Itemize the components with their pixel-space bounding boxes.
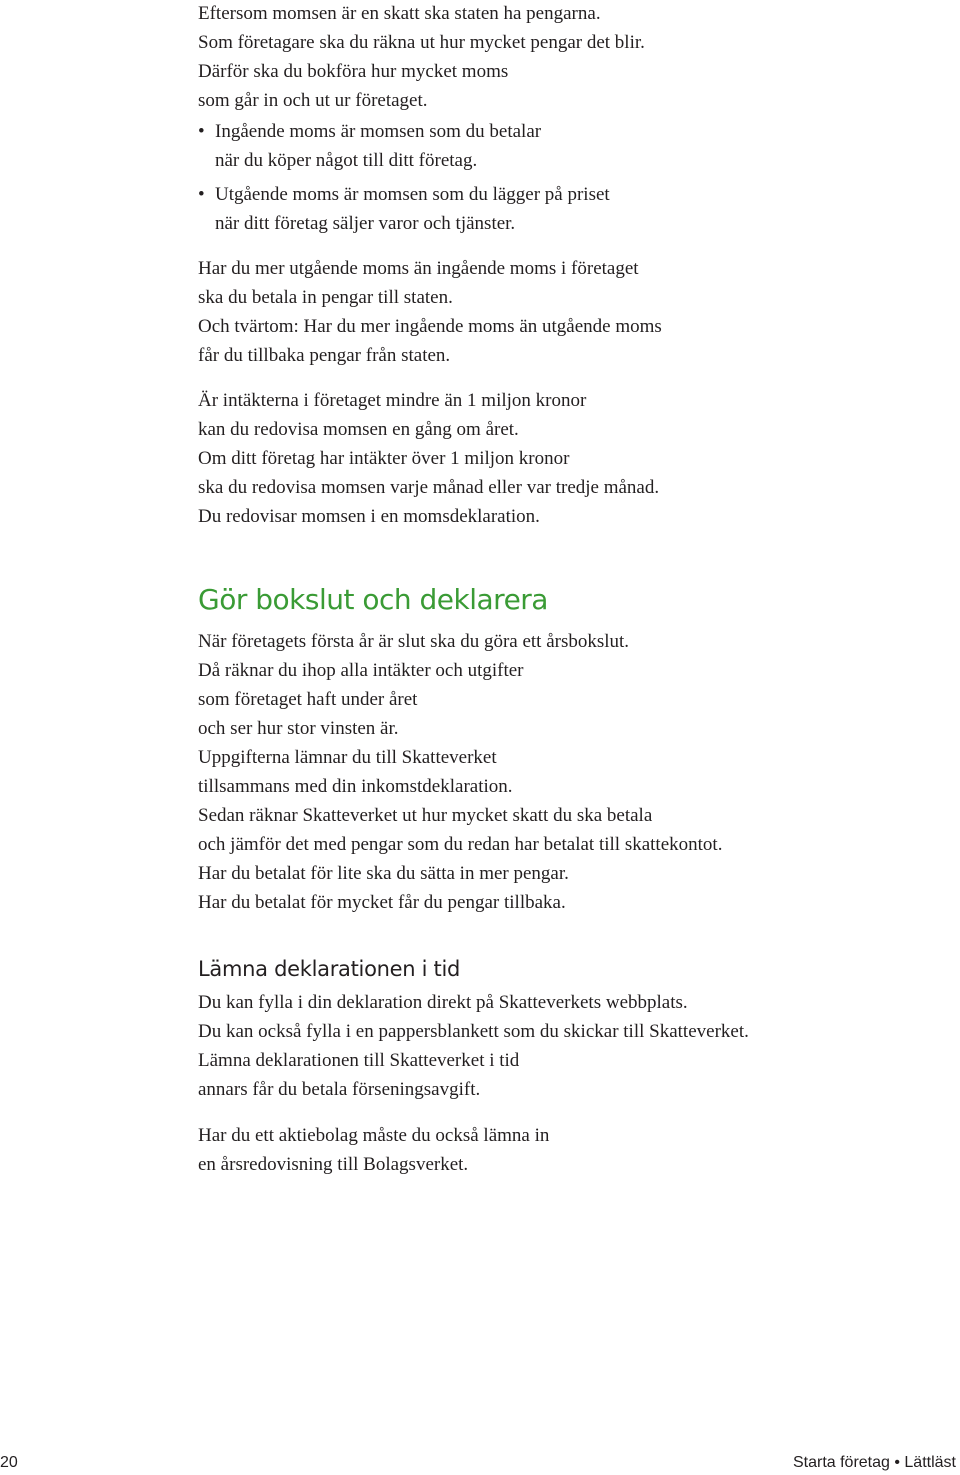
paragraph-line: och ser hur stor vinsten är.	[198, 718, 399, 739]
bullet-icon: •	[198, 184, 205, 205]
bullet-line: när du köper något till ditt företag.	[215, 150, 478, 171]
paragraph-line: Du redovisar momsen i en momsdeklaration.	[198, 506, 540, 527]
paragraph-line: tillsammans med din inkomstdeklaration.	[198, 776, 513, 797]
paragraph-line: Uppgifterna lämnar du till Skatteverket	[198, 747, 497, 768]
bullet-line: Utgående moms är momsen som du lägger på priset	[215, 184, 610, 205]
intro-line: Som företagare ska du räkna ut hur mycket pengar det blir.	[198, 32, 645, 53]
footer-title: Starta företag • Lättläst	[792, 1454, 956, 1471]
paragraph-line: När företagets första år är slut ska du göra ett årsbokslut.	[198, 631, 630, 652]
intro-line: Därför ska du bokföra hur mycket moms	[198, 61, 509, 82]
paragraph-line: Då räknar du ihop alla intäkter och utgifter	[198, 660, 524, 681]
paragraph-line: Om ditt företag har intäkter över 1 miljon kronor	[198, 448, 570, 469]
paragraph-line: Har du mer utgående moms än ingående moms i företaget	[198, 258, 639, 279]
paragraph-line: Och tvärtom: Har du mer ingående moms än utgående moms	[198, 316, 662, 337]
paragraph-line: Du kan också fylla i en pappersblankett som du skickar till Skatteverket.	[198, 1021, 749, 1042]
intro-line: som går in och ut ur företaget.	[198, 90, 428, 111]
bullet-line: när ditt företag säljer varor och tjänster.	[215, 213, 516, 234]
paragraph-line: Sedan räknar Skatteverket ut hur mycket skatt du ska betala	[198, 805, 653, 826]
paragraph-line: Har du betalat för mycket får du pengar tillbaka.	[198, 892, 566, 913]
paragraph-line: Du kan fylla i din deklaration direkt på Skatteverkets webbplats.	[198, 992, 688, 1013]
paragraph-line: annars får du betala förseningsavgift.	[198, 1079, 481, 1100]
paragraph-line: Har du betalat för lite ska du sätta in mer pengar.	[198, 863, 569, 884]
paragraph-line: en årsredovisning till Bolagsverket.	[198, 1154, 469, 1175]
paragraph-line: Lämna deklarationen till Skatteverket i tid	[198, 1050, 520, 1071]
paragraph-line: ska du redovisa momsen varje månad eller var tredje månad.	[198, 477, 660, 498]
section-heading-deklaration: Lämna deklarationen i tid	[198, 957, 461, 981]
paragraph-line: får du tillbaka pengar från staten.	[198, 345, 451, 366]
bullet-item	[198, 117, 541, 175]
section-heading-bokslut: Gör bokslut och deklarera	[198, 583, 548, 616]
paragraph-line: som företaget haft under året	[198, 689, 418, 710]
bullet-icon: •	[198, 121, 205, 142]
paragraph-line: Har du ett aktiebolag måste du också lämna in	[198, 1125, 550, 1146]
paragraph-line: och jämför det med pengar som du redan har betalat till skattekontot.	[198, 834, 723, 855]
bullet-item	[198, 180, 610, 238]
paragraph-line: Är intäkterna i företaget mindre än 1 miljon kronor	[198, 390, 587, 411]
paragraph-line: ska du betala in pengar till staten.	[198, 287, 453, 308]
paragraph-line: kan du redovisa momsen en gång om året.	[198, 419, 519, 440]
page-number: 20	[0, 1454, 18, 1471]
intro-line: Eftersom momsen är en skatt ska staten ha pengarna.	[198, 3, 601, 24]
bullet-line: Ingående moms är momsen som du betalar	[215, 121, 542, 142]
